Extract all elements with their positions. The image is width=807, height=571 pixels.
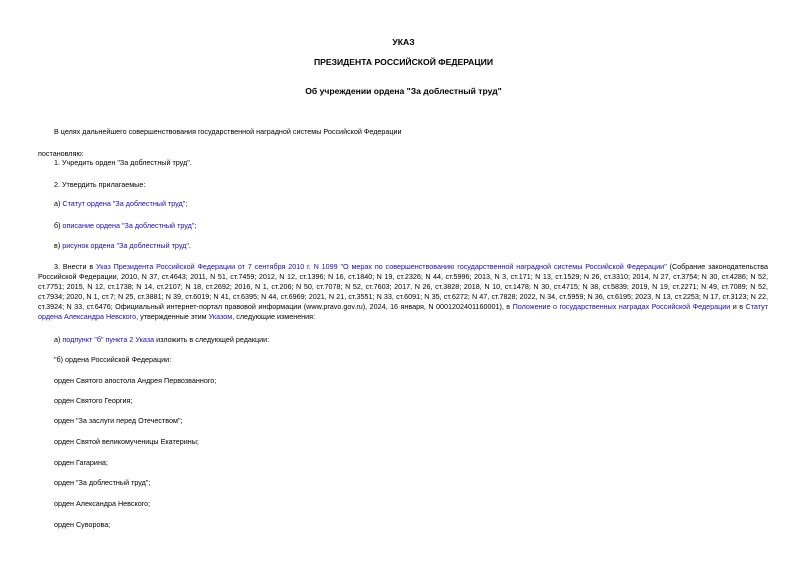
list-item: орден "За заслуги перед Отечеством"; [54, 416, 183, 425]
item-2b [54, 221, 196, 231]
item-2b-suffix: ; [194, 221, 197, 230]
subparagraph-link[interactable]: подпункт "б" пункта 2 Указа [62, 335, 155, 344]
orders-list-intro: "б) ордена Российской Федерации: [54, 355, 172, 364]
decree-link[interactable]: Указом [208, 312, 233, 321]
item-3a [54, 335, 269, 345]
document-name: Об учреждении ордена "За доблестный труд" [305, 86, 502, 96]
item-2c [54, 241, 191, 251]
item-2c-suffix: . [188, 241, 191, 250]
list-item: орден Александра Невского; [54, 499, 151, 508]
list-item: орден Гагарина; [54, 458, 108, 467]
item-1: 1. Учредить орден "За доблестный труд". [54, 158, 192, 167]
list-item: орден Святого Георгия; [54, 396, 133, 405]
item-3a-suffix: изложить в следующей редакции: [154, 335, 270, 344]
item-3a-prefix: а) [54, 335, 63, 344]
item-3-and: и в [730, 302, 746, 311]
item-3-paragraph [38, 262, 768, 322]
list-item: орден "За доблестный труд"; [54, 478, 151, 487]
decree-title: УКАЗ [392, 37, 415, 47]
preamble-text: В целях дальнейшего совершенствования государственной наградной системы Российской Федерации [54, 127, 402, 136]
item-3-start: 3. Внести в [54, 262, 96, 271]
statute-link[interactable]: Статут ордена "За доблестный труд" [62, 199, 186, 208]
item-2c-prefix: в) [54, 241, 63, 250]
item-2a-suffix: ; [185, 199, 188, 208]
nevsky-statute-link[interactable]: Статут ордена Александра Невского [38, 302, 768, 321]
decree-word: постановляю: [38, 149, 84, 158]
item-2a [54, 199, 187, 209]
item-3-citations: (Собрание законодательства Российской Федерации, 2010, N 37, ст.4643; 2011, N 51, ст.7459; 2012, N 12, ст.1396; N 16, ст.1840; N 19, ст.2326; N 44, ст.5996; 2013, N 3, ст.171; N 13, ст.1529; N 26, ст.3310; 2014, N 27, ст.3754; N 30, ст.4286; N 52, ст.7751; 2015, N 12, ст.1738; N 14, ст.2107; N 18, ст.2692; 2016, N 1, ст.206; N 50, ст.7078; N 52, ст.7603; 2017, N 26, ст.3828; 2018, N 10, ст.1478; N 30, ст.4715; N 38, ст.5839; 2019, N 19, ст.2271; N 49, ст.7089; N 52, ст.7934; 2020, N 1, ст.7; N 25, ст.3881; N 39, ст.6019; N 41, ст.6395; N 44, ст.6969; 2021, N 21, ст.3551; N 33, ст.6091; N 35, ст.6272; N 47, ст.7828; 2022, N 34, ст.5959; N 36, ст.6195; 2023, N 13, ст.2253; N 17, ст.3123; N 22, ст.3924; N 33, ст.6476; Официальный интернет-портал правовой информации (www.pravo.gov.ru), 2024, 16 января, N 0001202401160001), в [38, 262, 768, 311]
item-2: 2. Утвердить прилагаемые: [54, 180, 146, 189]
decree-subtitle: ПРЕЗИДЕНТА РОССИЙСКОЙ ФЕДЕРАЦИИ [313, 57, 494, 67]
list-item: орден Святой великомученицы Екатерины; [54, 437, 199, 446]
decree-1099-link[interactable]: Указ Президента Российской Федерации от 7 сентября 2010 г. N 1099 "О мерах по совершенствованию государственной наградной системы Российской Федерации" [95, 262, 667, 271]
state-awards-regulation-link[interactable]: Положение о государственных наградах Российской Федерации [512, 302, 731, 311]
item-2a-prefix: а) [54, 199, 63, 208]
item-3-end: , следующие изменения: [232, 312, 316, 321]
item-2b-prefix: б) [54, 221, 63, 230]
drawing-link[interactable]: рисунок ордена "За доблестный труд" [62, 241, 189, 250]
description-link[interactable]: описание ордена "За доблестный труд" [62, 221, 195, 230]
list-item: орден Суворова; [54, 520, 111, 529]
item-3-approved: , утвержденные этим [136, 312, 209, 321]
list-item: орден Святого апостола Андрея Первозванного; [54, 376, 217, 385]
